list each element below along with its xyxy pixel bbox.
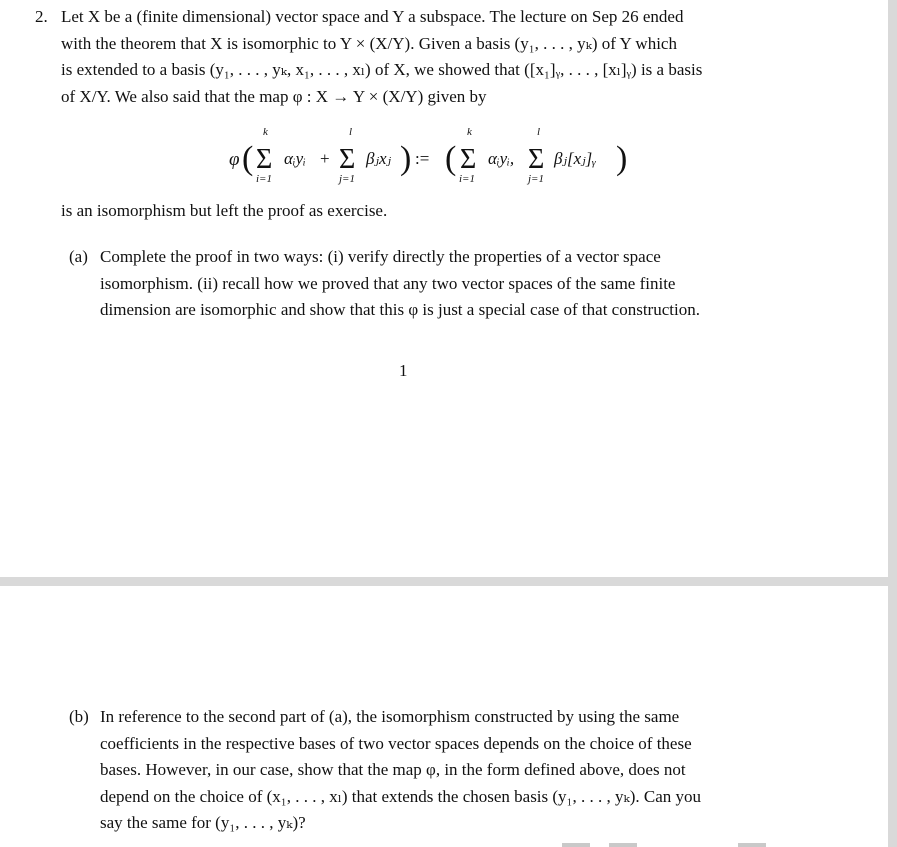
sum-upper-l: l [537, 126, 541, 138]
part-b-line: depend on the choice of (x₁, . . . , xₗ) that extends the chosen basis (y₁, . . . , yₖ). Can you [100, 786, 701, 806]
intro-line: of X/Y. We also said that the map φ : X → Y × (X/Y) given by [61, 86, 487, 106]
viewer-tab[interactable] [562, 843, 590, 847]
part-a-line: Complete the proof in two ways: (i) verify directly the properties of a vector space [100, 247, 661, 266]
right-paren-open: ( [445, 140, 457, 177]
rhs-second-term: βⱼ[xⱼ]ᵧ [554, 149, 597, 168]
defined-as: := [415, 149, 430, 168]
viewer-tab[interactable] [738, 843, 766, 847]
part-b-body [100, 704, 800, 837]
part-a-line: isomorphism. (ii) recall how we proved that any two vector spaces of the same finite [100, 273, 676, 293]
sigma-icon: Σ [256, 144, 273, 175]
isomorphism-formula [0, 121, 888, 191]
page-number: 1 [399, 361, 408, 380]
part-b-line: In reference to the second part of (a), the isomorphism constructed by using the same [100, 707, 680, 726]
rhs-first-term: αᵢyᵢ, [488, 149, 515, 168]
part-b-line: bases. However, in our case, show that the map φ, in the form defined above, does not [100, 760, 686, 779]
part-a-label: (a) [69, 247, 88, 266]
intro-line: is extended to a basis (y₁, . . . , yₖ, x₁, . . . , xₗ) of X, we showed that ([x₁]ᵧ, . . . , [xₗ]ᵧ) is a basis [61, 60, 703, 79]
sum-upper-k: k [263, 126, 268, 138]
sum-lower-j: j=1 [528, 173, 544, 185]
sum-lower-i: i=1 [459, 173, 475, 185]
intro-line: Let X be a (finite dimensional) vector space and Y a subspace. The lecture on Sep 26 ended [61, 7, 684, 26]
lhs-second-term: βⱼxⱼ [366, 149, 391, 168]
sigma-icon: Σ [339, 144, 356, 175]
sum-upper-k: k [467, 126, 472, 138]
plus-sign: + [320, 149, 330, 168]
lhs-first-term: αᵢyᵢ [284, 149, 306, 168]
part-b-line: coefficients in the respective bases of two vector spaces depends on the choice of these [100, 733, 692, 753]
sigma-icon: Σ [460, 144, 477, 175]
part-a-body [100, 244, 800, 324]
formula-phi: φ [229, 149, 240, 170]
part-a-line: dimension are isomorphic and show that this φ is just a special case of that construction. [100, 300, 700, 319]
after-formula-text: is an isomorphism but left the proof as exercise. [61, 201, 388, 220]
viewer-tab[interactable] [609, 843, 637, 847]
sum-lower-j: j=1 [339, 173, 355, 185]
part-b-label: (b) [69, 707, 89, 726]
left-paren-close: ) [400, 140, 412, 177]
problem-intro [61, 4, 797, 110]
left-paren-open: ( [242, 140, 254, 177]
problem-number: 2. [35, 7, 48, 26]
sum-upper-l: l [349, 126, 353, 138]
sum-lower-i: i=1 [256, 173, 272, 185]
intro-line: with the theorem that X is isomorphic to Y × (X/Y). Given a basis (y₁, . . . , yₖ) of Y which [61, 33, 677, 53]
sigma-icon: Σ [528, 144, 545, 175]
page-2 [0, 586, 888, 847]
right-paren-close: ) [616, 140, 628, 177]
part-b-line: say the same for (y₁, . . . , yₖ)? [100, 813, 306, 832]
